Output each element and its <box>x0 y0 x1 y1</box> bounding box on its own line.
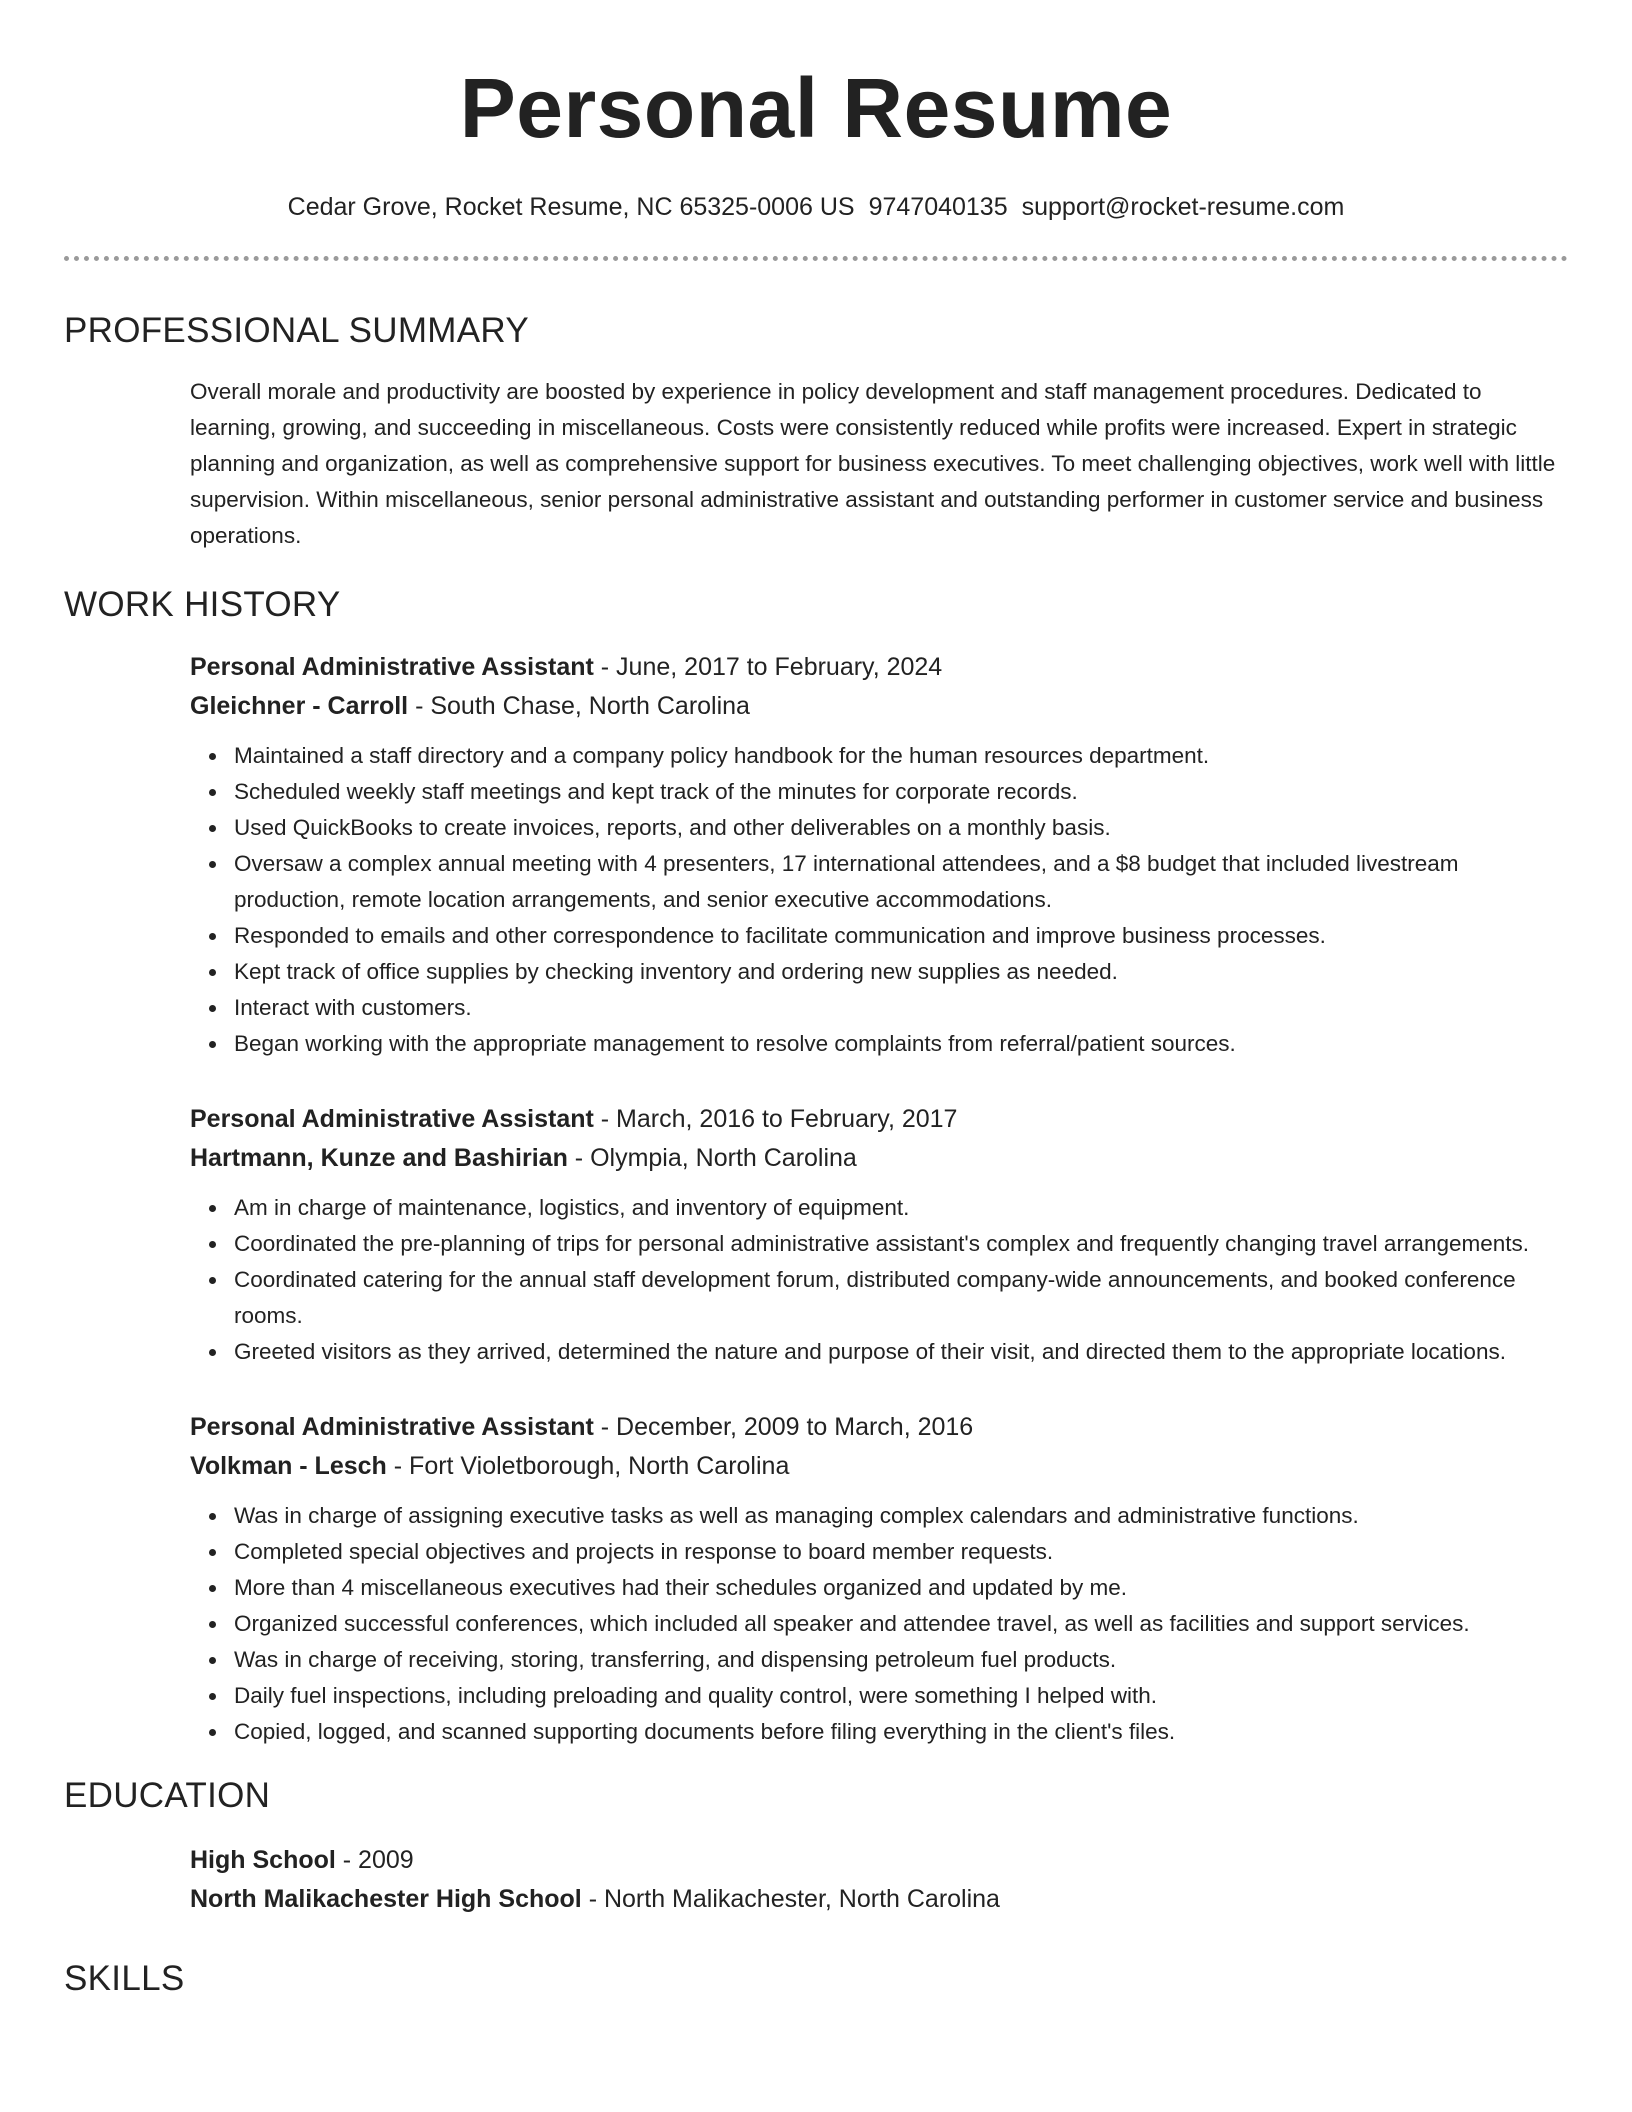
contact-email: support@rocket-resume.com <box>1021 193 1345 221</box>
summary-text: Overall morale and productivity are boosted by experience in policy development and staff management procedures. Dedicated to learning, growing, and succeeding in miscellaneous. Costs were consistently reduced while profits were increased. Expert in strategic planning and organization, as well as comprehensive support for business executives. To meet challenging objectives, work well with little supervision. Within miscellaneous, senior personal administrative assistant and outstanding performer in customer service and business operations. <box>190 379 1556 548</box>
list-item: Maintained a staff directory and a company policy handbook for the human resources department. <box>190 738 1568 774</box>
list-item: Am in charge of maintenance, logistics, and inventory of equipment. <box>190 1190 1568 1226</box>
job-company: Gleichner - Carroll <box>190 692 409 720</box>
list-item: Responded to emails and other correspondence to facilitate communication and improve business processes. <box>190 918 1568 954</box>
section-title-education: EDUCATION <box>64 1776 271 1815</box>
list-item: Scheduled weekly staff meetings and kept track of the minutes for corporate records. <box>190 774 1568 810</box>
job-location: - Fort Violetborough, North Carolina <box>386 1452 790 1480</box>
resume-name: Personal Resume <box>459 61 1173 155</box>
section-title-work-history: WORK HISTORY <box>64 585 341 624</box>
job-company-line <box>190 687 1568 726</box>
list-item: Interact with customers. <box>190 990 1568 1026</box>
contact-phone: 9747040135 <box>868 193 1008 221</box>
list-item: Was in charge of assigning executive tasks as well as managing complex calendars and administrative functions. <box>190 1498 1568 1534</box>
education-degree: High School <box>190 1846 336 1874</box>
job-location: - South Chase, North Carolina <box>408 692 750 720</box>
list-item: Kept track of office supplies by checking inventory and ordering new supplies as needed. <box>190 954 1568 990</box>
education-degree-line <box>190 1841 1568 1880</box>
education-location: - North Malikachester, North Carolina <box>581 1885 1000 1913</box>
job-company-line <box>190 1139 1568 1178</box>
list-item: Was in charge of receiving, storing, transferring, and dispensing petroleum fuel products. <box>190 1642 1568 1678</box>
job-location: - Olympia, North Carolina <box>567 1144 857 1172</box>
education-year: - 2009 <box>335 1846 414 1874</box>
list-item: Organized successful conferences, which included all speaker and attendee travel, as well as facilities and support services. <box>190 1606 1568 1642</box>
job-title: Personal Administrative Assistant <box>190 1413 594 1441</box>
job-bullets <box>190 1498 1568 1750</box>
list-item: Completed special objectives and projects in response to board member requests. <box>190 1534 1568 1570</box>
job-company: Hartmann, Kunze and Bashirian <box>190 1144 568 1172</box>
job-title: Personal Administrative Assistant <box>190 1105 594 1133</box>
job-dates: - March, 2016 to February, 2017 <box>593 1105 958 1133</box>
job-title-line <box>190 1100 1568 1139</box>
list-item: Oversaw a complex annual meeting with 4 presenters, 17 international attendees, and a $8 budget that included livestream production, remote location arrangements, and senior executive accommodations. <box>190 846 1568 918</box>
contact-address: Cedar Grove, Rocket Resume, NC 65325-0006 US <box>287 193 855 221</box>
list-item: Copied, logged, and scanned supporting documents before filing everything in the client's files. <box>190 1714 1568 1750</box>
job-title: Personal Administrative Assistant <box>190 653 594 681</box>
job-dates: - December, 2009 to March, 2016 <box>593 1413 974 1441</box>
list-item: Began working with the appropriate management to resolve complaints from referral/patient sources. <box>190 1026 1568 1062</box>
list-item: Greeted visitors as they arrived, determined the nature and purpose of their visit, and directed them to the appropriate locations. <box>190 1334 1568 1370</box>
section-title-skills: SKILLS <box>64 1959 185 1998</box>
job-company-line <box>190 1447 1568 1486</box>
job-dates: - June, 2017 to February, 2024 <box>593 653 943 681</box>
list-item: More than 4 miscellaneous executives had their schedules organized and updated by me. <box>190 1570 1568 1606</box>
education-entry <box>190 1841 1568 1919</box>
list-item: Coordinated the pre-planning of trips for personal administrative assistant's complex and frequently changing travel arrangements. <box>190 1226 1568 1262</box>
list-item: Daily fuel inspections, including preloading and quality control, were something I helped with. <box>190 1678 1568 1714</box>
job-bullets <box>190 1190 1568 1370</box>
section-title-summary: PROFESSIONAL SUMMARY <box>64 311 529 350</box>
education-school-line <box>190 1880 1568 1919</box>
header-divider <box>64 256 1568 261</box>
job-entry <box>190 1408 1568 1750</box>
contact-line <box>64 192 1568 222</box>
job-title-line <box>190 1408 1568 1447</box>
job-title-line <box>190 648 1568 687</box>
list-item: Used QuickBooks to create invoices, reports, and other deliverables on a monthly basis. <box>190 810 1568 846</box>
resume-page <box>64 0 1568 1996</box>
list-item: Coordinated catering for the annual staff development forum, distributed company-wide announcements, and booked conference rooms. <box>190 1262 1568 1334</box>
job-entry <box>190 648 1568 1062</box>
job-bullets <box>190 738 1568 1062</box>
job-entry <box>190 1100 1568 1370</box>
job-company: Volkman - Lesch <box>190 1452 387 1480</box>
education-school: North Malikachester High School <box>190 1885 582 1913</box>
